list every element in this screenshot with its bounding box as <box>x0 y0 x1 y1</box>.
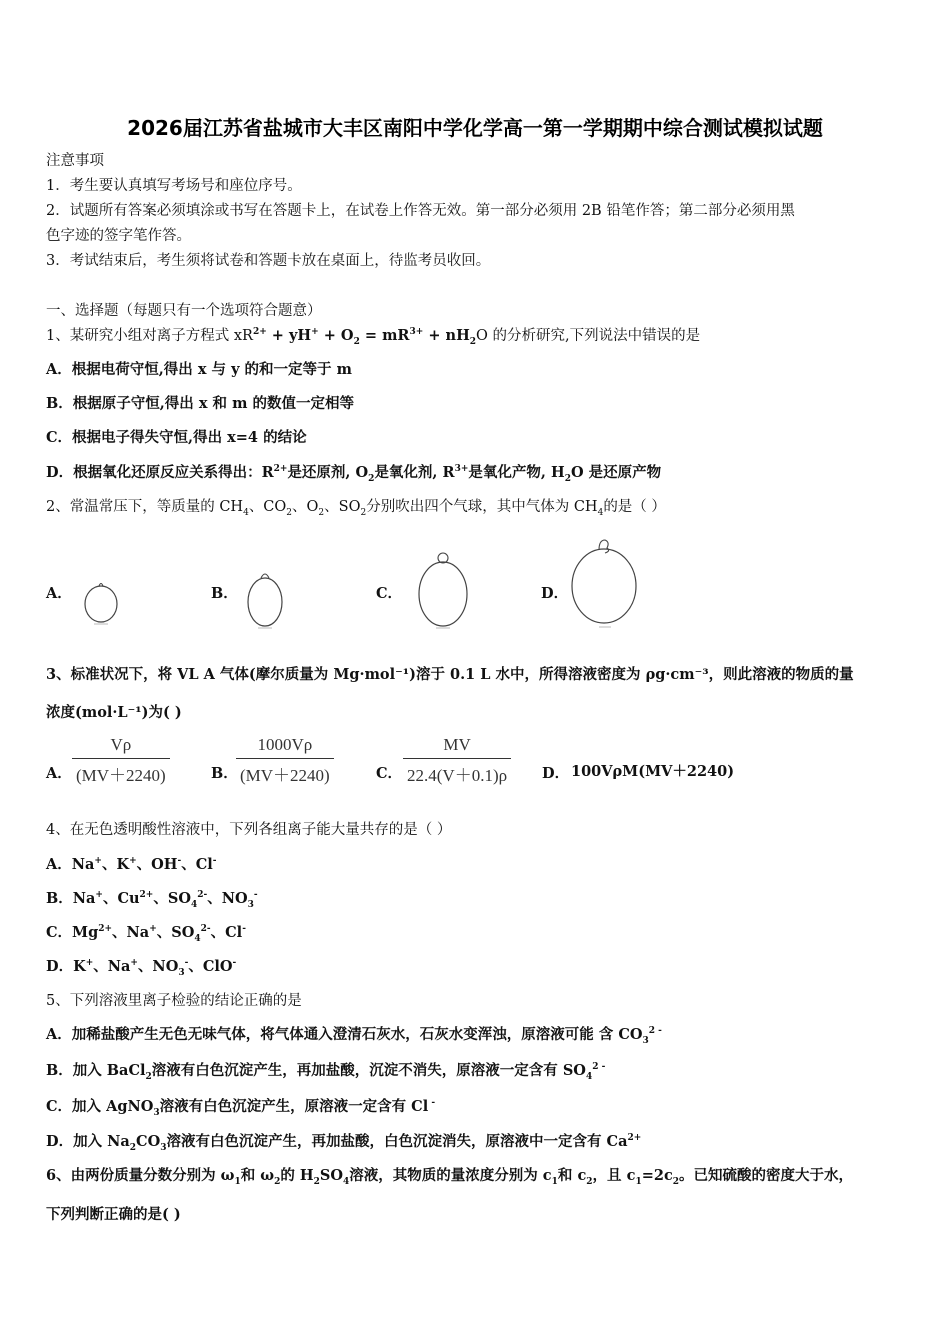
question-3-label-d: D． <box>542 765 570 782</box>
question-6-stem-line1: 6、由两份质量分数分别为 $\omega_1$和 $\omega_2$的 $H_2SO_4$溶液，其物质的量浓度分别为 $c_1$和 $c_2$，且 $c_1=2c_2$。已知硫酸的密度大于水， <box>46 1167 854 1187</box>
question-2-label-c: C． <box>376 585 403 602</box>
section-heading: 一、选择题（每题只有一个选项符合题意） <box>46 303 322 319</box>
question-5-option-b: B．加入 BaCl$_2$溶液有白色沉淀产生，再加盐酸，沉淀不消失，原溶液一定含有 $SO_4^{2 -}$ <box>46 1062 606 1082</box>
balloon-large-figure <box>416 550 474 630</box>
question-3-stem-line2: 浓度(mol·L⁻¹)为( ) <box>46 704 182 721</box>
question-4-option-d: D．K+、Na+、$NO_3^-$、ClO- <box>46 958 237 978</box>
question-4-stem: 4、在无色透明酸性溶液中，下列各组离子能大量共存的是（ ） <box>46 822 452 838</box>
page-title: 2026届江苏省盐城市大丰区南阳中学化学高一第一学期期中综合测试模拟试题 <box>127 116 823 140</box>
question-1-option-a: A．根据电荷守恒,得出 x 与 y 的和一定等于 m <box>46 361 352 378</box>
question-3-fraction-b: $\frac{1000V\rho}{(MV+2240)}$ <box>236 735 334 786</box>
question-5-option-a: A．加稀盐酸产生无色无味气体，将气体通入澄清石灰水，石灰水变浑浊，原溶液可能 含 $CO_3^{2 -}$ <box>46 1026 662 1046</box>
question-4-option-b: B．Na+、$Cu^{2+}$、$SO_4^{2-}$、$NO_3^-$ <box>46 890 258 910</box>
question-3-label-c: C． <box>376 765 403 782</box>
question-1-option-c: C．根据电子得失守恒,得出 x=4 的结论 <box>46 429 307 446</box>
question-3-label-b: B． <box>211 765 238 782</box>
balloon-medium-figure <box>244 566 290 630</box>
question-3-label-a: A． <box>46 765 72 782</box>
question-6-stem-line2: 下列判断正确的是( ) <box>46 1206 181 1223</box>
question-2-label-b: B． <box>211 585 238 602</box>
question-3-fraction-a: $\frac{V\rho}{(MV+2240)}$ <box>72 735 170 786</box>
balloon-largest-figure <box>569 536 641 630</box>
question-3-option-d-text: 100VρM(MV＋2240) <box>571 763 735 780</box>
notice-heading: 注意事项 <box>46 153 104 169</box>
notice-item: 1．考生要认真填写考场号和座位序号。 <box>46 178 302 194</box>
question-4-option-a: A．Na+、K+、OH-、Cl- <box>46 856 217 873</box>
question-5-option-c: C．加入 AgNO$_3$溶液有白色沉淀产生，原溶液一定含有 Cl - <box>46 1098 436 1118</box>
notice-item: 3．考试结束后，考生须将试卷和答题卡放在桌面上，待监考员收回。 <box>46 253 491 269</box>
question-1-option-b: B．根据原子守恒,得出 x 和 m 的数值一定相等 <box>46 395 354 412</box>
question-3-fraction-c: $\frac{MV}{22.4(V+0.1)\rho}$ <box>403 735 511 786</box>
question-4-option-c: C．$Mg^{2+}$、Na+、$SO_4^{2-}$、Cl- <box>46 924 246 944</box>
question-3-stem-line1: 3、标准状况下，将 VL A 气体(摩尔质量为 Mg·mol⁻¹)溶于 0.1 L 水中，所得溶液密度为 ρg·cm⁻³，则此溶液的物质的量 <box>46 666 854 683</box>
question-5-option-d: D．加入 $Na_2CO_3$溶液有白色沉淀产生，再加盐酸，白色沉淀消失，原溶液中一定含有 $Ca^{2+}$ <box>46 1133 642 1153</box>
notice-item: 色字迹的签字笔作答。 <box>46 228 191 244</box>
question-2-stem: 2、常温常压下，等质量的 $CH_4$、$CO_2$、$O_2$、$SO_2$分别吹出四个气球，其中气体为 $CH_4$的是（ ） <box>46 499 666 518</box>
notice-item: 2．试题所有答案必须填涂或书写在答题卡上，在试卷上作答无效。第一部分必须用 2B 铅笔作答；第二部分必须用黑 <box>46 203 795 219</box>
balloon-small-figure <box>80 574 124 628</box>
question-1-option-d: D．根据氧化还原反应关系得出：$R^{2+}$是还原剂, $O_2$是氧化剂, $R^{3+}$是氧化产物, $H_2O$ 是还原产物 <box>46 464 662 484</box>
question-2-label-d: D． <box>541 585 569 602</box>
question-2-label-a: A． <box>46 585 72 602</box>
question-5-stem: 5、下列溶液里离子检验的结论正确的是 <box>46 993 302 1009</box>
question-1-stem: 1、某研究小组对离子方程式 $xR^{2+} + yH^+ + O_2 = mR^{3+} + nH_2O$ 的分析研究,下列说法中错误的是 <box>46 327 701 347</box>
